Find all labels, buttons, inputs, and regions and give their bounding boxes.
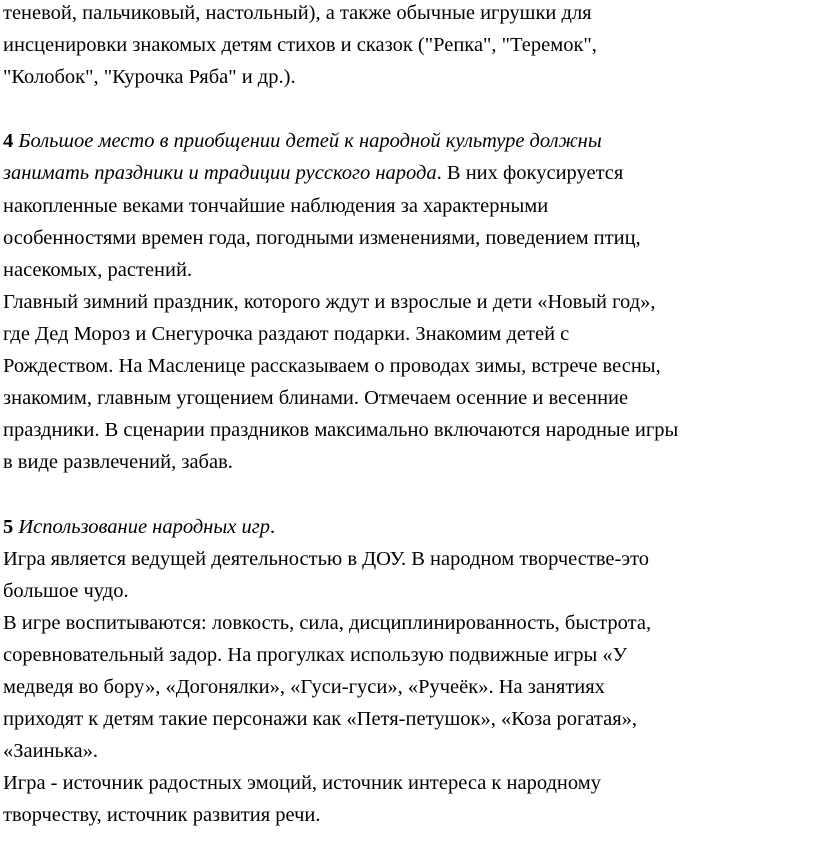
section-4-heading-part-1: Большое место в приобщении детей к народной культуре должны	[18, 130, 602, 153]
section-5-heading: Использование народных игр	[18, 515, 270, 538]
text-line: Игра - источник радостных эмоций, источник интереса к народному	[3, 772, 601, 795]
text-line: "Колобок", "Курочка Ряба" и др.).	[3, 66, 296, 89]
intro-paragraph	[3, 0, 813, 93]
text-line: теневой, пальчиковый, настольный), а также обычные игрушки для	[3, 2, 592, 24]
text-line: «Заинька».	[3, 740, 99, 763]
section-5-heading-line	[3, 511, 813, 543]
section-5-heading-tail: .	[269, 515, 276, 538]
text-line: соревновательный задор. На прогулках использую подвижные игры «У	[3, 643, 628, 666]
text-line: Игра является ведущей деятельностью в ДОУ. В народном творчестве-это	[3, 547, 650, 570]
section-4-number: 4	[3, 130, 14, 153]
text-line: медведя во бору», «Догонялки», «Гуси-гуси», «Ручеёк». На занятиях	[3, 675, 605, 698]
text-line: где Дед Мороз и Снегурочка раздают подарки. Знакомим детей с	[3, 322, 570, 345]
text-line: насекомых, растений.	[3, 258, 193, 281]
text-line: В игре воспитываются: ловкость, сила, дисциплинированность, быстрота,	[3, 611, 652, 634]
text-line: Главный зимний праздник, которого ждут и взрослые и дети «Новый год»,	[3, 290, 656, 313]
paragraph-spacer	[3, 93, 813, 125]
section-4-heading-part-2: занимать праздники и традиции русского народа	[3, 162, 437, 185]
section-4-heading-tail: . В них фокусируется	[436, 162, 624, 185]
document-page	[3, 0, 813, 831]
text-line: накопленные веками тончайшие наблюдения за характерными	[3, 194, 549, 217]
text-line: праздники. В сценарии праздников максимально включаются народные игры	[3, 419, 679, 442]
text-line: Рождеством. На Масленице рассказываем о проводах зимы, встрече весны,	[3, 355, 661, 378]
section-5	[3, 511, 813, 832]
text-line: инсценировки знакомых детям стихов и сказок ("Репка", "Теремок",	[3, 34, 597, 57]
text-line: особенностями времен года, погодными изменениями, поведением птиц,	[3, 226, 641, 249]
text-line: знакомим, главным угощением блинами. Отмечаем осенние и весенние	[3, 387, 629, 410]
section-4-heading-line-1	[3, 125, 813, 157]
section-4-heading-line-2	[3, 157, 813, 189]
text-line: творчеству, источник развития речи.	[3, 804, 321, 827]
text-line: в виде развлечений, забав.	[3, 451, 233, 474]
section-4	[3, 125, 813, 478]
paragraph-spacer	[3, 478, 813, 510]
text-line: большое чудо.	[3, 579, 129, 602]
section-5-number: 5	[3, 515, 14, 538]
text-line: приходят к детям такие персонажи как «Петя-петушок», «Коза рогатая»,	[3, 708, 638, 731]
